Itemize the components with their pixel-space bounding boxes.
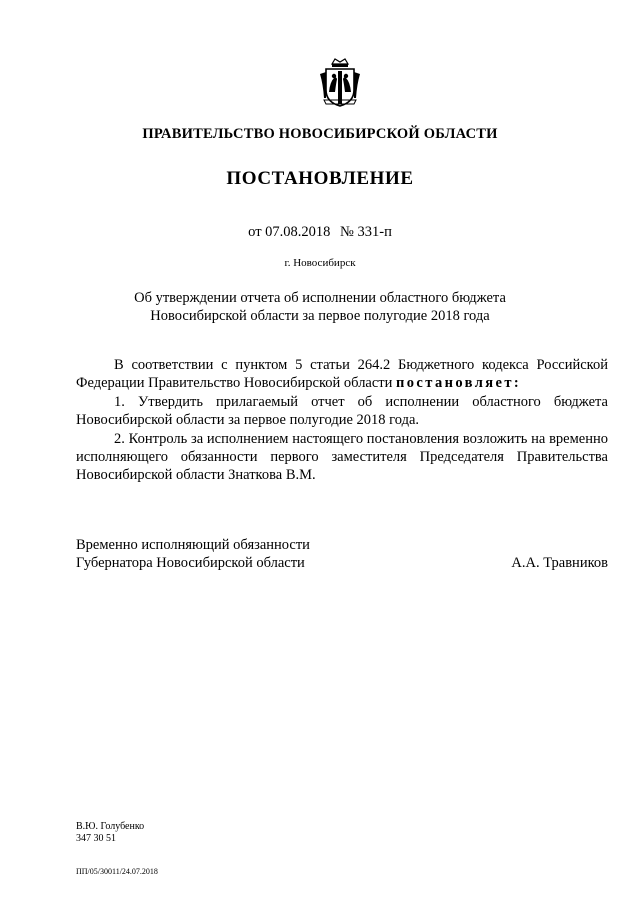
date-number-line — [0, 224, 640, 241]
subject-line-1: Об утверждении отчета об исполнении областного бюджета — [134, 290, 506, 306]
city: г. Новосибирск — [284, 257, 356, 269]
executor-name: В.Ю. Голубенко — [76, 821, 145, 832]
government-name: ПРАВИТЕЛЬСТВО НОВОСИБИРСКОЙ ОБЛАСТИ — [142, 126, 498, 142]
subject-line-2: Новосибирской области за первое полугодие 2018 года — [150, 308, 490, 324]
intro-paragraph — [76, 356, 608, 393]
document-number: № 331-п — [340, 224, 392, 240]
item-1: 1. Утвердить прилагаемый отчет об исполнении областного бюджета Новосибирской области за первое полугодие 2018 года. — [76, 393, 608, 429]
intro-text: В соответствии с пунктом 5 статьи 264.2 Бюджетного кодекса Российской Федерации Правительство Новосибирской области — [76, 357, 608, 392]
footer-code: ПП/05/30011/24.07.2018 — [76, 867, 158, 876]
resolves-word: постановляет: — [396, 375, 522, 392]
document-date: от 07.08.2018 — [248, 224, 331, 240]
coat-of-arms-icon — [318, 58, 362, 108]
executor-block — [76, 821, 144, 845]
signer-title-line-2: Губернатора Новосибирской области — [76, 555, 305, 572]
document-body — [76, 356, 608, 485]
document-subject — [0, 289, 640, 325]
item-2: 2. Контроль за исполнением настоящего постановления возложить на временно исполняющего обязанности первого заместителя Председателя Правительства Новосибирской области Знаткова В.М. — [76, 430, 608, 484]
executor-phone: 347 30 51 — [76, 833, 116, 844]
signer-title-line-1: Временно исполняющий обязанности — [76, 537, 310, 553]
document-type: ПОСТАНОВЛЕНИЕ — [226, 168, 414, 189]
signature-block — [76, 536, 608, 573]
signer-name: А.А. Травников — [511, 555, 608, 572]
